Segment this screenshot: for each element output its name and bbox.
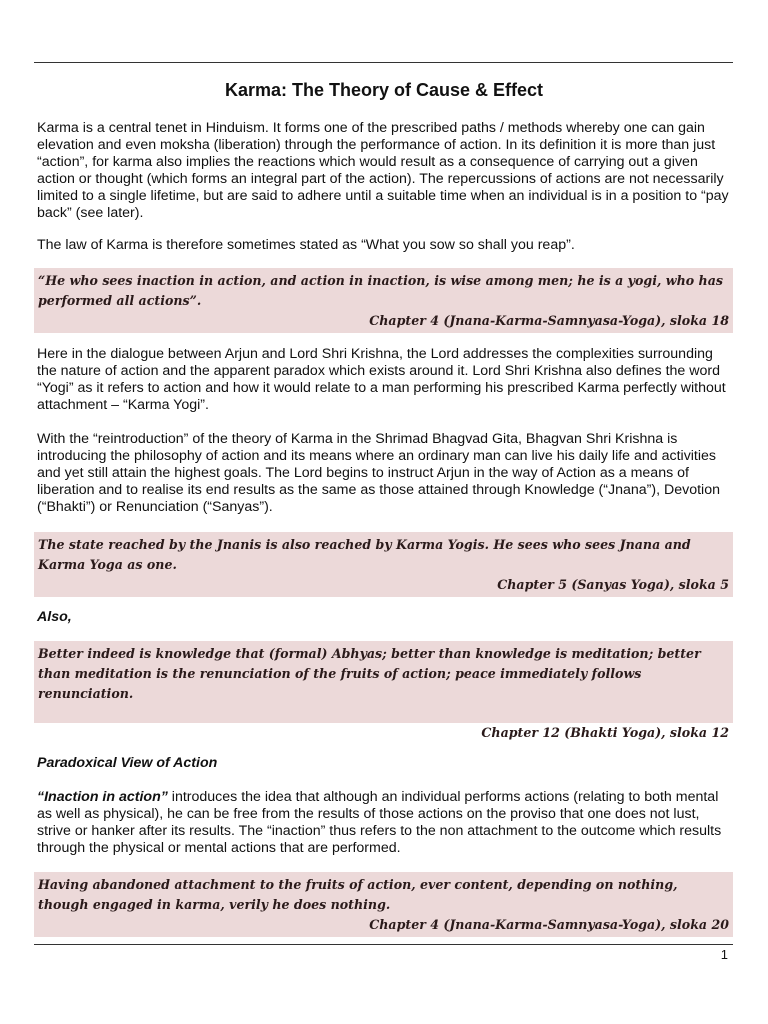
quote-text: The state reached by the Jnanis is also reached by Karma Yogis. He sees who sees Jnana and Karma Yoga as one. <box>38 537 691 572</box>
quote-source: Chapter 5 (Sanyas Yoga), sloka 5 <box>497 577 729 592</box>
quote-text: Better indeed is knowledge that (formal) Abhyas; better than knowledge is meditation; better than meditation is the renunciation of the fruits of action; peace immediately follows renunciation. <box>38 646 701 701</box>
quote-source: Chapter 12 (Bhakti Yoga), sloka 12 <box>481 725 729 740</box>
section-heading: Paradoxical View of Action <box>37 755 218 771</box>
intro-paragraph: Karma is a central tenet in Hinduism. It forms one of the prescribed paths / methods whereby one can gain elevation and even moksha (liberation) through the performance of action. In its definition it is more than just “action”, for karma also implies the reactions which would result as a consequence of carrying out a given action or thought (which forms an integral part of the action). The repercussions of actions are not necessarily limited to a single lifetime, but are said to adhere until a suitable time when an individual is in a position to “pay back” (see later). <box>37 120 729 221</box>
quote-text: Having abandoned attachment to the fruits of action, ever content, depending on nothing, though engaged in karma, verily he does nothing. <box>38 877 678 912</box>
quote-block <box>34 641 733 740</box>
footer-rule <box>34 944 733 945</box>
law-of-karma-paragraph: The law of Karma is therefore sometimes stated as “What you sow so shall you reap”. <box>37 237 575 253</box>
quote-text: “He who sees inaction in action, and action in inaction, is wise among men; he is a yogi, who has performed all actions”. <box>38 273 723 308</box>
dialogue-paragraph: Here in the dialogue between Arjun and Lord Shri Krishna, the Lord addresses the complexities surrounding the nature of action and the apparent paradox which exists around it. Lord Shri Krishna also defines the word “Yogi” as it refers to action and how it would relate to a man performing his prescribed Karma perfectly without attachment – “Karma Yogi”. <box>37 346 726 413</box>
header-rule <box>34 62 733 63</box>
inaction-lead: “Inaction in action” <box>37 789 168 805</box>
quote-block <box>34 268 733 333</box>
inaction-paragraph <box>37 789 735 857</box>
quote-block <box>34 872 733 937</box>
also-label: Also, <box>37 609 72 625</box>
inaction-text: introduces the idea that although an individual performs actions (relating to both mental as well as physical), he can be free from the results of those actions on the proviso that one does not lust, strive or hanker after its results. The “inaction” thus refers to the non attachment to the outcome which results through the physical or mental actions that are performed. <box>37 789 722 856</box>
page-number: 1 <box>720 947 728 962</box>
quote-block <box>34 532 733 597</box>
quote-source: Chapter 4 (Jnana-Karma-Samnyasa-Yoga), sloka 20 <box>369 917 729 932</box>
reintroduction-paragraph: With the “reintroduction” of the theory of Karma in the Shrimad Bhagvad Gita, Bhagvan Shri Krishna is introducing the philosophy of action and its means where an ordinary man can live his daily life and activities and yet still attain the highest goals. The Lord begins to instruct Arjun in the way of Action as a means of liberation and to realise its end results as the same as those attained through Knowledge (“Jnana”), Devotion (“Bhakti”) or Renunciation (“Sanyas”). <box>37 431 720 515</box>
quote-source: Chapter 4 (Jnana-Karma-Samnyasa-Yoga), sloka 18 <box>369 313 729 328</box>
page-title: Karma: The Theory of Cause & Effect <box>224 80 544 100</box>
